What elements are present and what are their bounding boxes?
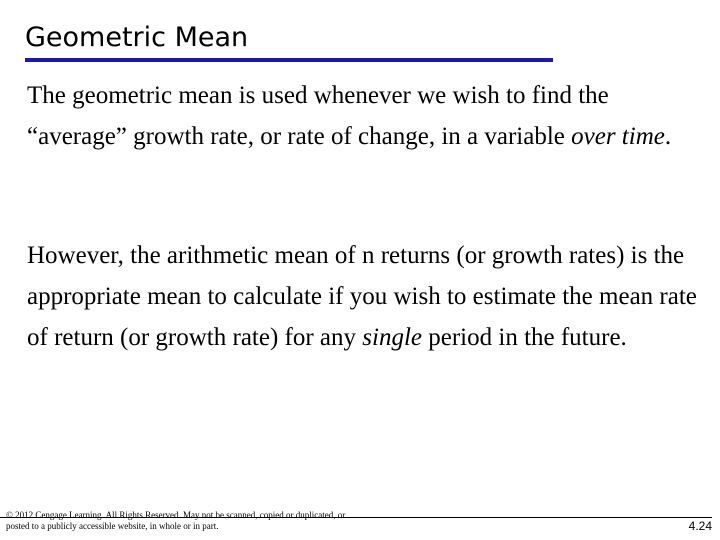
slide-title: Geometric Mean <box>25 22 249 53</box>
paragraph-1-text: The geometric mean is used whenever we wish to find the “average” growth rate, or rate of change, in a variable <box>27 82 609 150</box>
paragraph-2-text: However, the arithmetic mean of n returns (or growth rates) is the appropriate mean to calculate if you wish to estimate the mean rate of return (or growth rate) for any <box>27 242 697 351</box>
paragraph-1-end: . <box>664 123 672 150</box>
title-underline <box>25 58 553 62</box>
copyright-notice: © 2012 Cengage Learning. All Rights Reserved. May not be scanned, copied or duplicated, or posted to a publicly accessible website, in whole or in part. <box>6 510 346 531</box>
paragraph-arithmetic-mean-usage <box>27 235 712 358</box>
paragraph-1-emphasis: over time <box>571 123 665 150</box>
page-number: 4.24 <box>688 519 712 533</box>
paragraph-2-end: period in the future. <box>422 324 627 351</box>
paragraph-2-emphasis: single <box>362 324 422 351</box>
paragraph-geometric-mean-usage <box>27 75 712 157</box>
